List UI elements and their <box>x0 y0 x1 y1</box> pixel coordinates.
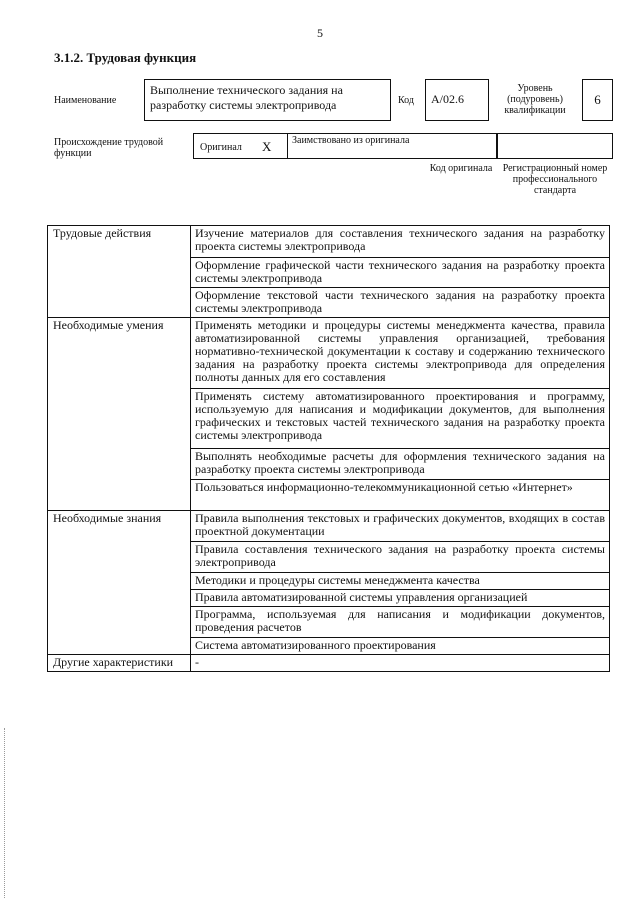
original-label: Оригинал <box>200 142 242 153</box>
table-row <box>48 226 610 258</box>
category-required-skills: Необходимые умения <box>48 318 191 511</box>
category-other-characteristics: Другие характеристики <box>48 655 191 672</box>
table-row <box>48 318 610 389</box>
level-value: 6 <box>582 79 613 121</box>
table-cell: - <box>191 655 610 672</box>
reg-number-box <box>497 133 613 159</box>
origin-box <box>193 133 497 159</box>
table-cell: Программа, используемая для написания и модификации документов, проведения расчетов <box>191 607 610 638</box>
table-cell: Применять систему автоматизированного проектирования и программу, используемую для написания и модификации документов, для выполнения графических и текстовых частей технического задания на разработку проекта системы электропривода <box>191 389 610 449</box>
level-label: Уровень (подуровень) квалификации <box>504 83 566 116</box>
table-cell: Методики и процедуры системы менеджмента качества <box>191 573 610 590</box>
table-cell: Правила составления технического задания на разработку проекта системы электропривода <box>191 542 610 573</box>
table-cell: Изучение материалов для составления технического задания на разработку проекта системы электропривода <box>191 226 610 258</box>
function-name-value: Выполнение технического задания на разработку системы электропривода <box>144 79 391 121</box>
code-value: A/02.6 <box>425 79 489 121</box>
code-original-label: Код оригинала <box>429 163 493 174</box>
section-title: 3.1.2. Трудовая функция <box>54 50 197 65</box>
table-cell: Оформление графической части технического задания на разработку проекта системы электропривода <box>191 258 610 288</box>
borrowed-label: Заимствовано из оригинала <box>292 135 410 146</box>
code-label: Код <box>398 95 414 106</box>
scan-margin-mark <box>4 728 6 898</box>
table-cell: Выполнять необходимые расчеты для оформления технического задания на разработку проекта системы электропривода <box>191 449 610 480</box>
table-cell: Оформление текстовой части технического задания на разработку проекта системы электропривода <box>191 288 610 318</box>
original-mark: X <box>262 139 272 154</box>
table-cell: Применять методики и процедуры системы менеджмента качества, правила автоматизированной системы управления организацией, требования нормативно-технической документации к составу и содержанию технического задания на разработку проекта системы электропривода для определения полноты данных для его составления <box>191 318 610 389</box>
name-label: Наименование <box>54 95 117 106</box>
table-row <box>48 655 610 672</box>
borrowed-cell <box>287 134 495 158</box>
origin-label: Происхождение трудовой функции <box>54 137 164 159</box>
function-details-table <box>47 225 610 672</box>
category-required-knowledge: Необходимые знания <box>48 511 191 655</box>
table-cell: Правила выполнения текстовых и графических документов, входящих в состав проектной документации <box>191 511 610 542</box>
reg-number-label: Регистрационный номер профессионального стандарта <box>502 163 608 196</box>
original-cell <box>194 134 288 158</box>
table-row <box>48 511 610 542</box>
category-labor-actions: Трудовые действия <box>48 226 191 318</box>
table-cell: Система автоматизированного проектирования <box>191 638 610 655</box>
table-cell: Правила автоматизированной системы управления организацией <box>191 590 610 607</box>
page-number: 5 <box>317 26 323 40</box>
table-cell: Пользоваться информационно-телекоммуникационной сетью «Интернет» <box>191 480 610 511</box>
